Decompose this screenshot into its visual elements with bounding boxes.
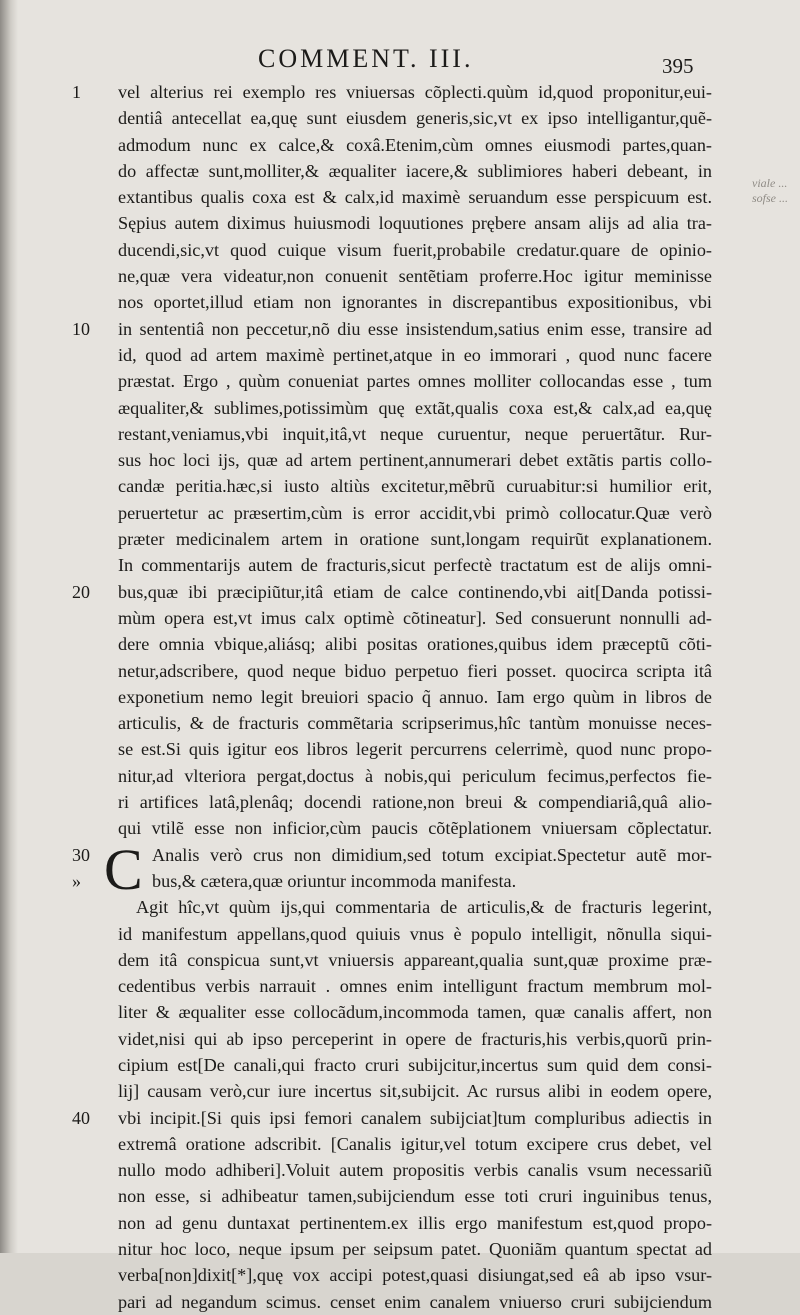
- text-line: [118, 684, 712, 710]
- line-text: nitur,ad vlteriora pergat,doctus à nobis,qui periculum fecimus,perfectos fie-: [118, 765, 712, 786]
- line-text: dentiâ antecellat ea,quę sunt eiusdem generis,sic,vt ex ipso intelligantur,quẽ-: [118, 108, 712, 129]
- line-text: æqualiter,& sublimes,potissimùm quę extãt,qualis coxa est,& calx,ad ea,quę: [118, 397, 712, 418]
- text-line: [118, 789, 712, 815]
- line-text: articulis, & de fracturis commẽtaria scripserimus,hîc tantùm monuisse neces-: [118, 713, 712, 734]
- text-line: [118, 1131, 712, 1157]
- line-text: ducendi,sic,vt quod cuique visum fuerit,probabile credatur.quare de opinio-: [118, 239, 712, 260]
- text-line: [118, 1236, 712, 1262]
- line-text: netur,adscribere, quod neque biduo perpetuo fieri posset. quocirca scripta itâ: [118, 660, 712, 681]
- text-line: [118, 815, 712, 841]
- line-number: »: [72, 870, 81, 891]
- text-line: [118, 658, 712, 684]
- line-text: id manifestum appellans,quod quiuis vnus è populo intelligit, nõnulla siqui-: [118, 923, 712, 944]
- text-line: [118, 1078, 712, 1104]
- line-text: bus,& cætera,quæ oriuntur incommoda manifesta.: [152, 870, 517, 891]
- text-line: [118, 999, 712, 1025]
- text-line: [118, 1026, 712, 1052]
- text-line: [118, 237, 712, 263]
- text-line: [118, 473, 712, 499]
- page-gutter-shadow: [0, 0, 18, 1253]
- text-line: [118, 736, 712, 762]
- text-line: [118, 763, 712, 789]
- text-line: [118, 184, 712, 210]
- line-text: bus,quæ ibi præcipiũtur,itâ etiam de calce continendo,vbi ait[Danda potissi-: [118, 581, 712, 602]
- line-text: extremâ oratione adscribit. [Canalis igitur,vel totum excipere crus debet, vel: [118, 1133, 712, 1154]
- text-line: [118, 342, 712, 368]
- line-text: Agit hîc,vt quùm ijs,qui commentaria de articulis,& de fracturis legerint,: [136, 897, 712, 918]
- text-line: [118, 947, 712, 973]
- line-text: In commentarijs autem de fracturis,sicut perfectè tractatum est de alijs omni-: [118, 555, 712, 576]
- text-line: [118, 289, 712, 315]
- text-line: [118, 447, 712, 473]
- line-text: verba[non]dixit[*],quę vox accipi potest,quasi disiungat,sed eâ ab ipso vsur-: [118, 1265, 712, 1286]
- line-text: dere omnia vbique,aliásq; alibi positas orationes,quibus idem præceptũ cõti-: [118, 634, 712, 655]
- line-text: non ad genu duntaxat pertinentem.ex illis ergo manifestum est,quod propo-: [118, 1212, 712, 1233]
- text-line: [118, 395, 712, 421]
- line-number: 10: [72, 318, 90, 339]
- text-line: [118, 921, 712, 947]
- line-number: 1: [72, 82, 81, 102]
- text-line: [118, 210, 712, 236]
- line-text: ri artifices latâ,plenâq; docendi ratione,non breui & compendiariâ,quâ alio-: [118, 792, 712, 813]
- line-text: admodum nunc ex calce,& coxâ.Etenim,cùm omnes eiusmodi partes,quan-: [118, 134, 712, 155]
- line-text: candæ peritia.hæc,si iusto altiùs excitetur,mẽbrũ curuabitur:si humilior erit,: [118, 476, 712, 497]
- line-text: qui vtilẽ esse non inficior,cùm paucis cõtẽplationem vniuersam cõplectatur.: [118, 818, 712, 839]
- line-text: non esse, si adhibeatur tamen,subijciendum esse toti cruri inguinibus tenus,: [118, 1186, 712, 1207]
- page-header: [0, 40, 800, 80]
- line-text: vbi incipit.[Si quis ipsi femori canalem subijciat]tum compluribus adiectis in: [118, 1107, 712, 1128]
- line-text: id, quod ad artem maximè pertinet,atque in eo immorari , quod nunc facere: [118, 344, 712, 365]
- margin-note: viale ... sofse ...: [752, 176, 788, 205]
- line-text: se est.Si quis igitur eos libros legerit percurrens celerrimè, quod nunc propo-: [118, 739, 712, 760]
- text-line: [118, 1210, 712, 1236]
- text-line: [118, 631, 712, 657]
- line-text: cedentibus verbis narrauit . omnes enim intelligunt fractum membrum mol-: [118, 976, 712, 997]
- line-text: Sępius autem diximus huiusmodi loquutiones prębere ansam alijs ad alia tra-: [118, 213, 712, 234]
- drop-cap: C: [104, 836, 143, 902]
- text-line: [118, 1157, 712, 1183]
- text-line: [118, 263, 712, 289]
- running-head: COMMENT. III.: [258, 44, 474, 73]
- line-text: præstat. Ergo , quùm conueniat partes omnes molliter collocandas esse , tum: [118, 371, 712, 392]
- line-text: nullo modo adhiberi].Voluit autem propositis verbis canalis vsum necessariũ: [118, 1160, 712, 1181]
- line-text: cipium est[De canali,qui fracto cruri subijcitur,incertus sum quid dem consi-: [118, 1054, 712, 1075]
- line-text: mùm opera est,vt imus calx optimè cõtineatur]. Sed consuerunt nonnulli ad-: [118, 607, 712, 628]
- line-number: 40: [72, 1107, 90, 1128]
- line-number: 20: [72, 581, 90, 602]
- line-text: exponetium nemo legit breuiori spacio q̃ annuo. Iam ergo quùm in libros de: [118, 686, 712, 707]
- line-text: dem itâ conspicua sunt,vt vniuersis appareant,qualia sunt,quæ proxime præ-: [118, 949, 712, 970]
- line-text: præter medicinalem artem in oratione sunt,longam requirũt explanationem.: [118, 529, 712, 550]
- line-number: 30: [72, 844, 90, 865]
- text-line: [118, 1052, 712, 1078]
- text-line: [118, 710, 712, 736]
- line-text: sus hoc loci ijs, quæ ad artem pertinent,annumerari debet extãtis partis collo-: [118, 450, 712, 471]
- text-line: [118, 132, 712, 158]
- page-number: 395: [662, 54, 694, 78]
- text-line: [118, 973, 712, 999]
- line-text: peruertetur ac præsertim,cùm is error accidit,vbi primò collocatur.Quæ verò: [118, 502, 712, 523]
- line-text: restant,veniamus,vbi inquit,itâ,vt neque curuentur, neque peruertãtur. Rur-: [118, 423, 712, 444]
- line-text: liter & æqualiter esse collocãdum,incommoda tamen, quæ canalis affert, non: [118, 1002, 712, 1023]
- text-line: [118, 894, 712, 920]
- text-line: [118, 526, 712, 552]
- text-line: [72, 316, 712, 342]
- text-line: [118, 421, 712, 447]
- line-text: lij] causam verò,cur iure incertus sit,subijcit. Ac rursus alibi in eodem opere,: [118, 1081, 712, 1102]
- line-text: in sententiâ non peccetur,nõ diu esse insistendum,satius enim esse, transire ad: [118, 318, 712, 339]
- text-line: [118, 552, 712, 578]
- text-line: [118, 1262, 712, 1288]
- text-line: [118, 105, 712, 131]
- line-text: pari ad negandum scimus. censet enim canalem vniuerso cruri subijciendum: [118, 1291, 712, 1312]
- line-text: extantibus qualis coxa est & calx,id maximè seruandum esse perspicuum est.: [118, 187, 712, 208]
- text-line: [72, 1105, 712, 1131]
- text-line: [72, 79, 712, 105]
- body-text: [72, 79, 712, 1315]
- text-line: [118, 368, 712, 394]
- text-line: [118, 158, 712, 184]
- text-line: [118, 500, 712, 526]
- line-text: vel alterius rei exemplo res vniuersas cõplecti.quùm id,quod proponitur,eui-: [118, 82, 712, 102]
- text-line: [72, 868, 712, 894]
- line-text: nitur hoc loco, neque ipsum per seipsum patet. Quoniãm quantum spectat ad: [118, 1239, 712, 1260]
- line-text: Analis verò crus non dimidium,sed totum excipiat.Spectetur autẽ mor-: [152, 844, 712, 865]
- line-text: do affectæ sunt,molliter,& æqualiter iacere,& sublimiores haberi debeant, in: [118, 160, 712, 181]
- text-line: [118, 1183, 712, 1209]
- text-line: [72, 579, 712, 605]
- line-text: nos oportet,illud etiam non ignorantes in discrepantibus expositionibus, vbi: [118, 292, 712, 313]
- line-text: ne,quæ vera videatur,non conuenit sentẽtiam proferre.Hoc igitur meminisse: [118, 266, 712, 287]
- text-line: [118, 605, 712, 631]
- line-text: videt,nisi qui ab ipso perceperint in opere de fracturis,his verbis,quorũ prin-: [118, 1028, 712, 1049]
- text-line: [118, 1289, 712, 1315]
